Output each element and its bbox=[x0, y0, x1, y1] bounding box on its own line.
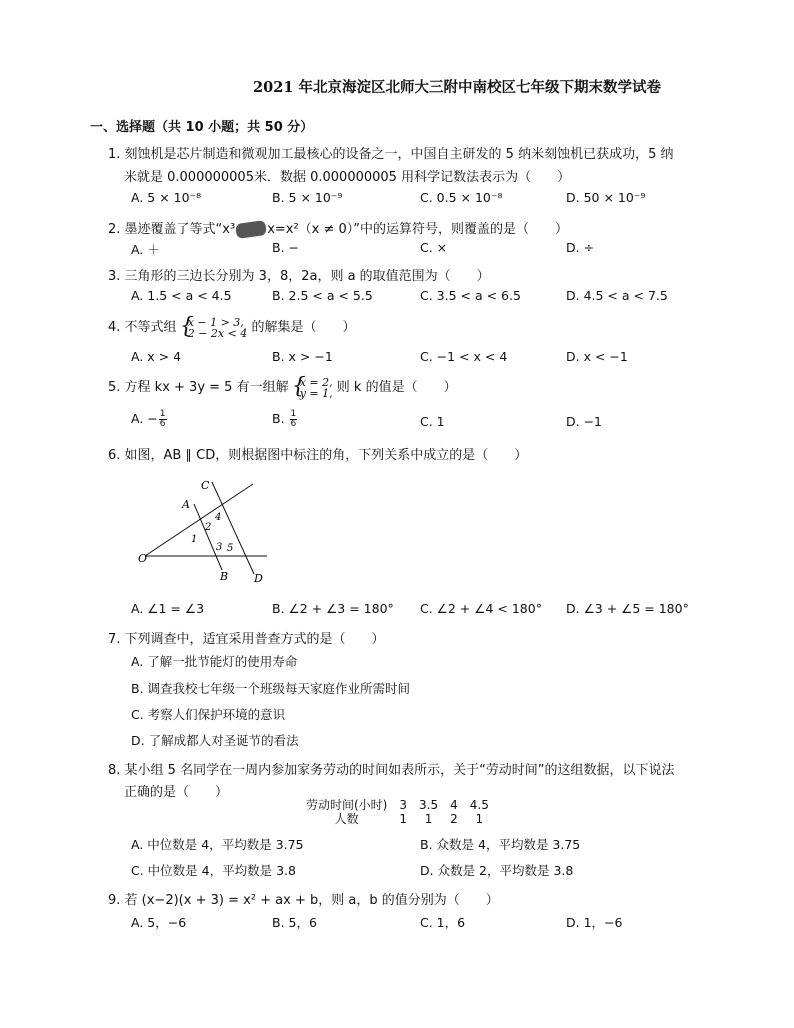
table-row bbox=[300, 812, 495, 826]
label-a: A bbox=[182, 498, 190, 511]
line-oblique bbox=[145, 484, 253, 556]
q5-option-c: C. 1 bbox=[420, 414, 445, 429]
q9-stem: 9. 若 (x−2)(x + 3) = x² + ax + b，则 a，b 的值分别为（ ） bbox=[108, 893, 499, 908]
ink-blot bbox=[235, 220, 267, 239]
q4-stem-post: 的解集是（ ） bbox=[251, 320, 356, 335]
angle-label-5: 5 bbox=[227, 543, 234, 554]
q5-system-line1: { x = 2, bbox=[299, 375, 333, 389]
q7-option-c: C. 考察人们保护环境的意识 bbox=[131, 707, 286, 722]
q5-equation-system bbox=[293, 377, 333, 399]
table-cell: 3 bbox=[399, 798, 408, 812]
q1-option-b: B. 5 × 10⁻⁹ bbox=[272, 190, 343, 205]
q8-option-c: C. 中位数是 4，平均数是 3.8 bbox=[131, 863, 296, 878]
q2-stem-post: x=x²（x ≠ 0）”中的运算符号，则覆盖的是（ ） bbox=[267, 222, 569, 237]
q8-option-b: B. 众数是 4，平均数是 3.75 bbox=[420, 837, 581, 852]
angle-label-1: 1 bbox=[191, 534, 198, 545]
q8-stem-line1: 8. 某小组 5 名同学在一周内参加家务劳动的时间如表所示，关于“劳动时间”的这组数据，以下说法 bbox=[108, 763, 675, 778]
q4-option-c: C. −1 < x < 4 bbox=[420, 349, 508, 364]
numerator: 1 bbox=[290, 409, 297, 419]
q8-option-d: D. 众数是 2，平均数是 3.8 bbox=[420, 863, 574, 878]
q5-option-b bbox=[272, 410, 298, 429]
q4-stem bbox=[108, 316, 355, 339]
q5-stem-pre: 5. 方程 kx + 3y = 5 有一组解 bbox=[108, 380, 289, 395]
denominator: 6 bbox=[290, 419, 297, 429]
table-row bbox=[300, 798, 495, 812]
q8-data-table bbox=[300, 798, 495, 826]
q3-option-a: A. 1.5 < a < 4.5 bbox=[131, 288, 232, 303]
q1-option-c: C. 0.5 × 10⁻⁸ bbox=[420, 190, 503, 205]
denominator: 6 bbox=[159, 419, 166, 429]
q4-system-line2: 2 − 2x < 4 bbox=[187, 326, 248, 340]
label-c: C bbox=[201, 479, 210, 492]
q5-system-line2: y = 1, bbox=[299, 386, 333, 400]
table-cell: 4.5 bbox=[469, 798, 489, 812]
q2-stem bbox=[108, 218, 568, 237]
q2-stem-pre: 2. 墨迹覆盖了等式“x³ bbox=[108, 222, 236, 237]
label-d: D bbox=[254, 572, 263, 585]
q9-option-d: D. 1，−6 bbox=[566, 915, 623, 930]
q6-option-a: A. ∠1 = ∠3 bbox=[131, 601, 205, 616]
q5-stem bbox=[108, 376, 457, 399]
angle-label-3: 3 bbox=[216, 542, 223, 553]
q4-option-b: B. x > −1 bbox=[272, 349, 333, 364]
q4-option-a: A. x > 4 bbox=[131, 349, 182, 364]
q2-option-a: A. ＋ bbox=[131, 242, 160, 257]
q4-system-line1: { x − 1 > 3, bbox=[187, 315, 244, 329]
angle-label-4: 4 bbox=[215, 512, 222, 523]
table-cell: 2 bbox=[450, 812, 458, 826]
label-o: O bbox=[138, 552, 148, 565]
q7-stem: 7. 下列调查中，适宜采用普查方式的是（ ） bbox=[108, 632, 385, 647]
table-cell: 1 bbox=[399, 812, 408, 826]
fraction bbox=[159, 410, 167, 429]
q1-option-a: A. 5 × 10⁻⁸ bbox=[131, 190, 202, 205]
q1-option-d: D. 50 × 10⁻⁹ bbox=[566, 190, 646, 205]
table-cell: 1 bbox=[475, 812, 484, 826]
q2-option-b: B. − bbox=[272, 240, 299, 255]
q5-option-a-label: A. − bbox=[131, 411, 158, 426]
table-cell: 3.5 bbox=[419, 798, 439, 812]
q8-stem-line2: 正确的是（ ） bbox=[124, 785, 229, 800]
q2-option-d: D. ÷ bbox=[566, 240, 595, 255]
q7-option-b: B. 调查我校七年级一个班级每天家庭作业所需时间 bbox=[131, 681, 411, 696]
q9-option-a: A. 5，−6 bbox=[131, 915, 187, 930]
angle-label-2: 2 bbox=[205, 522, 212, 533]
q2-option-c: C. × bbox=[420, 240, 448, 255]
table-cell: 4 bbox=[450, 798, 458, 812]
q3-option-b: B. 2.5 < a < 5.5 bbox=[272, 288, 373, 303]
q6-option-c: C. ∠2 + ∠4 < 180° bbox=[420, 601, 542, 616]
fraction bbox=[290, 410, 298, 429]
q4-option-d: D. x < −1 bbox=[566, 349, 628, 364]
q3-stem: 3. 三角形的三边长分别为 3，8，2a，则 a 的取值范围为（ ） bbox=[108, 269, 490, 284]
row-label-count: 人数 bbox=[334, 812, 359, 826]
q9-option-c: C. 1，6 bbox=[420, 915, 466, 930]
q6-option-d: D. ∠3 + ∠5 = 180° bbox=[566, 601, 689, 616]
q7-option-d: D. 了解成都人对圣诞节的看法 bbox=[131, 733, 299, 748]
q6-stem: 6. 如图，AB ∥ CD，则根据图中标注的角，下列关系中成立的是（ ） bbox=[108, 448, 528, 463]
q6-geometry-figure bbox=[130, 470, 290, 590]
q4-inequality-system bbox=[181, 317, 248, 339]
q5-stem-post: 则 k 的值是（ ） bbox=[336, 380, 457, 395]
q9-option-b: B. 5，6 bbox=[272, 915, 317, 930]
q8-option-a: A. 中位数是 4，平均数是 3.75 bbox=[131, 837, 304, 852]
q5-option-b-label: B. bbox=[272, 411, 285, 426]
page-title: 2021 年北京海淀区北师大三附中南校区七年级下期末数学试卷 bbox=[253, 79, 661, 96]
q1-stem-line1: 1. 刻蚀机是芯片制造和微观加工最核心的设备之一，中国自主研发的 5 纳米刻蚀机已获成功，5 纳 bbox=[108, 147, 674, 162]
q5-option-d: D. −1 bbox=[566, 414, 602, 429]
q4-stem-pre: 4. 不等式组 bbox=[108, 320, 177, 335]
numerator: 1 bbox=[159, 409, 166, 419]
q3-option-d: D. 4.5 < a < 7.5 bbox=[566, 288, 668, 303]
table-cell: 1 bbox=[424, 812, 433, 826]
q6-option-b: B. ∠2 + ∠3 = 180° bbox=[272, 601, 394, 616]
q3-option-c: C. 3.5 < a < 6.5 bbox=[420, 288, 521, 303]
q7-option-a: A. 了解一批节能灯的使用寿命 bbox=[131, 654, 298, 669]
label-b: B bbox=[220, 570, 229, 583]
q1-stem-line2: 米就是 0.000000005米．数据 0.000000005 用科学记数法表示为（ ） bbox=[124, 170, 571, 185]
q5-option-a bbox=[131, 410, 168, 429]
section-heading: 一、选择题（共 10 小题；共 50 分） bbox=[90, 120, 314, 135]
row-label-time: 劳动时间(小时) bbox=[306, 798, 388, 812]
